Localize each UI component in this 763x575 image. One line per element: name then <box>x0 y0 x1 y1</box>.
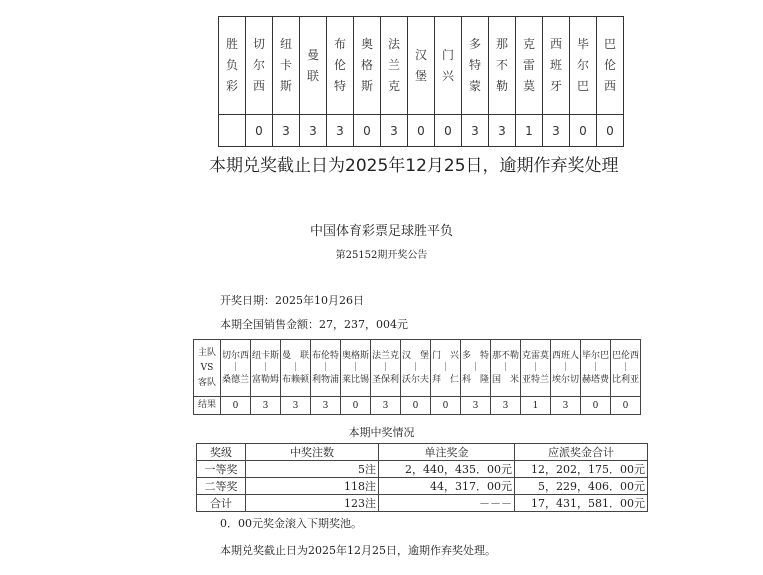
match-home: 布伦特 <box>311 351 339 361</box>
match-result: 0 <box>431 397 461 415</box>
match-away: 赫塔费 <box>581 375 609 385</box>
prize-header-level: 奖级 <box>197 444 246 461</box>
match-cell <box>611 340 641 397</box>
prize-count: 118注 <box>246 478 379 495</box>
prize-row-second <box>197 478 648 495</box>
matches-table <box>193 339 641 415</box>
match-sep: ｜ <box>350 363 360 373</box>
grid-team-name: 巴伦西 <box>604 37 617 93</box>
prize-header-total: 应派奖金合计 <box>515 444 648 461</box>
match-sep: ｜ <box>590 363 600 373</box>
grid-team-cell <box>300 17 327 115</box>
match-away: 莱比锡 <box>341 375 369 385</box>
grid-result-cell: 3 <box>543 115 570 147</box>
grid-result-cell: 0 <box>408 115 435 147</box>
grid-team-name: 法兰克 <box>388 37 401 93</box>
match-result: 3 <box>461 397 491 415</box>
notice-issue: 第25152期开奖公告 <box>335 250 428 261</box>
match-home: 奥格斯 <box>341 351 369 361</box>
grid-result-cell: 0 <box>435 115 462 147</box>
grid-team-cell <box>273 17 300 115</box>
grid-result-cell: 1 <box>516 115 543 147</box>
match-home: 切尔西 <box>221 351 249 361</box>
match-result: 0 <box>401 397 431 415</box>
grid-team-cell <box>462 17 489 115</box>
match-away: 亚特兰 <box>521 375 549 385</box>
prize-row-first <box>197 461 648 478</box>
match-result: 0 <box>341 397 371 415</box>
prize-total: 5，229，406．00元 <box>515 478 648 495</box>
match-cell <box>251 340 281 397</box>
prize-total: 12，202，175．00元 <box>515 461 648 478</box>
grid-team-cell <box>543 17 570 115</box>
match-sep: ｜ <box>380 363 390 373</box>
match-sep: ｜ <box>320 363 330 373</box>
match-sep: ｜ <box>470 363 480 373</box>
prize-table <box>196 443 648 512</box>
match-sep: ｜ <box>620 363 630 373</box>
match-home: 西班人 <box>551 351 579 361</box>
match-cell <box>551 340 581 397</box>
grid-result-cell: 3 <box>300 115 327 147</box>
prize-header-count: 中奖注数 <box>246 444 379 461</box>
match-result: 3 <box>371 397 401 415</box>
prize-level: 一等奖 <box>197 461 246 478</box>
match-home: 克雷莫 <box>521 351 549 361</box>
match-result: 0 <box>581 397 611 415</box>
grid-team-name: 曼联 <box>307 47 320 83</box>
grid-team-name: 布伦特 <box>334 37 347 93</box>
match-sep: ｜ <box>260 363 270 373</box>
grid-header-cell <box>219 17 246 115</box>
grid-result-cell: 0 <box>354 115 381 147</box>
match-sep: ｜ <box>290 363 300 373</box>
grid-team-name: 多特蒙 <box>469 37 482 93</box>
match-sep: ｜ <box>440 363 450 373</box>
match-cell <box>371 340 401 397</box>
top-deadline-text: 本期兑奖截止日为2025年12月25日，逾期作弃奖处理 <box>209 156 619 176</box>
grid-team-cell <box>327 17 354 115</box>
rollover-note: 0．00元奖金滚入下期奖池。 <box>220 517 362 530</box>
match-result: 0 <box>221 397 251 415</box>
match-cell <box>221 340 251 397</box>
home-label: 主队 <box>197 347 216 358</box>
prize-row-sum <box>197 495 648 512</box>
results-grid <box>218 16 624 147</box>
match-cell <box>311 340 341 397</box>
grid-team-cell <box>489 17 516 115</box>
grid-team-cell <box>597 17 624 115</box>
prize-single: 44，317．00元 <box>379 478 515 495</box>
grid-teams-row <box>219 17 624 115</box>
grid-team-name: 毕尔巴 <box>577 37 590 93</box>
grid-team-name: 门兴 <box>442 47 455 83</box>
grid-team-cell <box>246 17 273 115</box>
grid-result-cell: 3 <box>489 115 516 147</box>
match-away: 布赖顿 <box>281 375 309 385</box>
match-home: 巴伦西 <box>611 351 639 361</box>
match-result: 3 <box>251 397 281 415</box>
grid-team-name: 克雷莫 <box>523 37 536 93</box>
grid-empty-cell <box>219 115 246 147</box>
match-away: 富勒姆 <box>251 375 279 385</box>
match-result: 3 <box>491 397 521 415</box>
match-result: 3 <box>311 397 341 415</box>
grid-team-name: 纽卡斯 <box>280 37 293 93</box>
grid-team-cell <box>354 17 381 115</box>
grid-result-cell: 0 <box>246 115 273 147</box>
sales-amount: 本期全国销售金额：27，237，004元 <box>220 318 408 331</box>
match-sep: ｜ <box>410 363 420 373</box>
grid-result-cell: 3 <box>327 115 354 147</box>
match-away: 国 米 <box>491 375 519 385</box>
match-cell <box>581 340 611 397</box>
prize-title: 本期中奖情况 <box>348 426 415 439</box>
match-away: 沃尔夫 <box>401 375 429 385</box>
match-home: 曼 联 <box>281 351 309 361</box>
match-away: 埃尔切 <box>551 375 579 385</box>
match-result: 3 <box>551 397 581 415</box>
match-result: 3 <box>281 397 311 415</box>
match-cell <box>461 340 491 397</box>
match-sep: ｜ <box>560 363 570 373</box>
match-away: 比利亚 <box>611 375 639 385</box>
result-label: 结果 <box>194 397 221 415</box>
match-sep: ｜ <box>230 363 240 373</box>
match-cell <box>431 340 461 397</box>
match-sep: ｜ <box>530 363 540 373</box>
grid-team-name: 奥格斯 <box>361 37 374 93</box>
row-labels-cell <box>194 340 221 397</box>
grid-team-name: 那不勒 <box>496 37 509 93</box>
grid-team-cell <box>435 17 462 115</box>
prize-count: 123注 <box>246 495 379 512</box>
prize-level: 合计 <box>197 495 246 512</box>
match-away: 圣保利 <box>371 375 399 385</box>
grid-header-label: 胜负彩 <box>226 37 239 93</box>
grid-team-cell <box>408 17 435 115</box>
match-home: 毕尔巴 <box>581 351 609 361</box>
prize-single: 2，440，435．00元 <box>379 461 515 478</box>
draw-date: 开奖日期：2025年10月26日 <box>220 294 364 307</box>
bottom-deadline-text: 本期兑奖截止日为2025年12月25日，逾期作弃奖处理。 <box>220 544 496 557</box>
match-away: 科 隆 <box>461 375 489 385</box>
prize-count: 5注 <box>246 461 379 478</box>
match-home: 门 兴 <box>431 351 459 361</box>
match-home: 纽卡斯 <box>251 351 279 361</box>
match-cell <box>281 340 311 397</box>
grid-result-cell: 3 <box>381 115 408 147</box>
grid-team-cell <box>516 17 543 115</box>
grid-team-name: 西班牙 <box>550 37 563 93</box>
match-home: 汉 堡 <box>401 351 429 361</box>
grid-team-name: 汉堡 <box>415 47 428 83</box>
prize-total: 17，431，581．00元 <box>515 495 648 512</box>
grid-team-name: 切尔西 <box>253 37 266 93</box>
matches-results-row <box>194 397 641 415</box>
match-result: 0 <box>611 397 641 415</box>
prize-single: －－－ <box>379 495 515 512</box>
match-away: 拜 仁 <box>431 375 459 385</box>
grid-result-cell: 3 <box>273 115 300 147</box>
match-cell <box>341 340 371 397</box>
match-cell <box>521 340 551 397</box>
match-home: 法兰克 <box>371 351 399 361</box>
vs-label: VS <box>200 362 214 373</box>
matches-teams-row <box>194 340 641 397</box>
grid-result-cell: 3 <box>462 115 489 147</box>
match-home: 多 特 <box>461 351 489 361</box>
grid-results-row <box>219 115 624 147</box>
grid-result-cell: 0 <box>597 115 624 147</box>
prize-header-row <box>197 444 648 461</box>
match-cell <box>491 340 521 397</box>
away-label: 客队 <box>197 377 216 388</box>
notice-title: 中国体育彩票足球胜平负 <box>309 224 453 239</box>
match-result: 1 <box>521 397 551 415</box>
match-sep: ｜ <box>500 363 510 373</box>
prize-header-single: 单注奖金 <box>379 444 515 461</box>
grid-team-cell <box>381 17 408 115</box>
grid-result-cell: 0 <box>570 115 597 147</box>
prize-level: 二等奖 <box>197 478 246 495</box>
match-away: 利物浦 <box>311 375 339 385</box>
match-away: 桑德兰 <box>221 375 249 385</box>
match-home: 那不勒 <box>491 351 519 361</box>
grid-team-cell <box>570 17 597 115</box>
match-cell <box>401 340 431 397</box>
